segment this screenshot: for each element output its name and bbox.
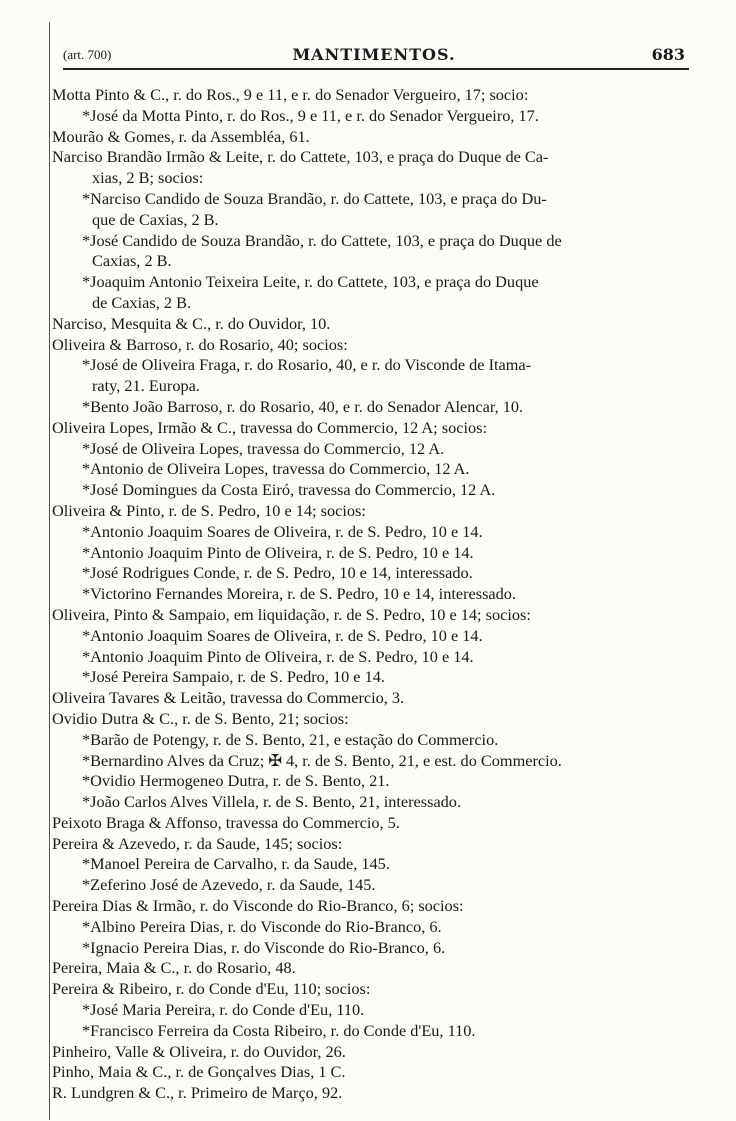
partner-entry: *Joaquim Antonio Teixeira Leite, r. do Cattete, 103, e praça do Duque	[82, 272, 539, 292]
firm-entry: Oliveira Tavares & Leitão, travessa do Commercio, 3.	[52, 688, 405, 708]
partner-entry: *Albino Pereira Dias, r. do Visconde do Rio-Branco, 6.	[82, 916, 442, 936]
firm-entry: Pereira Dias & Irmão, r. do Visconde do Rio-Branco, 6; socios:	[52, 896, 464, 916]
partner-entry: *Bernardino Alves da Cruz; ✠ 4, r. de S. Bento, 21, e est. do Commercio.	[82, 750, 562, 770]
article-reference: (art. 700)	[63, 47, 112, 62]
firm-entry: Oliveira & Barroso, r. do Rosario, 40; socios:	[52, 334, 348, 354]
partner-entry: *Ovidio Hermogeneo Dutra, r. de S. Bento, 21.	[82, 771, 390, 791]
firm-entry: Oliveira & Pinto, r. de S. Pedro, 10 e 14; socios:	[52, 500, 366, 520]
page-header	[63, 47, 685, 69]
firm-entry: Pereira, Maia & C., r. do Rosario, 48.	[52, 958, 296, 978]
firm-entry: Pereira & Ribeiro, r. do Conde d'Eu, 110; socios:	[52, 979, 371, 999]
entry-continuation: de Caxias, 2 B.	[92, 292, 192, 312]
partner-entry: *Antonio de Oliveira Lopes, travessa do Commercio, 12 A.	[82, 459, 470, 479]
partner-entry: *José Rodrigues Conde, r. de S. Pedro, 10 e 14, interessado.	[82, 563, 473, 583]
partner-entry: *José Domingues da Costa Eiró, travessa do Commercio, 12 A.	[82, 480, 496, 500]
partner-entry: *José Candido de Souza Brandão, r. do Cattete, 103, e praça do Duque de	[82, 230, 562, 250]
firm-entry: Oliveira Lopes, Irmão & C., travessa do Commercio, 12 A; socios:	[52, 417, 487, 437]
firm-entry: Narciso, Mesquita & C., r. do Ouvidor, 10.	[52, 313, 331, 333]
page-number: 683	[651, 45, 685, 64]
partner-entry: *Bento João Barroso, r. do Rosario, 40, e r. do Senador Alencar, 10.	[82, 396, 524, 416]
header-rule	[63, 68, 689, 70]
partner-entry: *Ignacio Pereira Dias, r. do Visconde do Rio-Branco, 6.	[82, 937, 446, 957]
firm-entry: Pinheiro, Valle & Oliveira, r. do Ouvidor, 26.	[52, 1041, 346, 1061]
firm-entry: Peixoto Braga & Affonso, travessa do Commercio, 5.	[52, 812, 400, 832]
firm-entry: Pinho, Maia & C., r. de Gonçalves Dias, 1 C.	[52, 1062, 346, 1082]
firm-entry: R. Lundgren & C., r. Primeiro de Março, 92.	[52, 1083, 343, 1103]
entry-continuation: Caxias, 2 B.	[92, 251, 172, 271]
partner-entry: *João Carlos Alves Villela, r. de S. Bento, 21, interessado.	[82, 792, 462, 812]
partner-entry: *Antonio Joaquim Pinto de Oliveira, r. de S. Pedro, 10 e 14.	[82, 542, 474, 562]
firm-entry: Motta Pinto & C., r. do Ros., 9 e 11, e r. do Senador Vergueiro, 17; socio:	[52, 85, 529, 104]
entry-continuation: raty, 21. Europa.	[92, 376, 200, 396]
firm-entry: Ovidio Dutra & C., r. de S. Bento, 21; socios:	[52, 708, 349, 728]
entry-continuation: xias, 2 B; socios:	[92, 168, 204, 188]
partner-entry: *Barão de Potengy, r. de S. Bento, 21, e estação do Commercio.	[82, 729, 499, 749]
partner-entry: *José da Motta Pinto, r. do Ros., 9 e 11, e r. do Senador Vergueiro, 17.	[82, 105, 539, 125]
partner-entry: *Antonio Joaquim Soares de Oliveira, r. de S. Pedro, 10 e 14.	[82, 625, 483, 645]
partner-entry: *Victorino Fernandes Moreira, r. de S. Pedro, 10 e 14, interessado.	[82, 584, 516, 604]
partner-entry: *José de Oliveira Lopes, travessa do Commercio, 12 A.	[82, 438, 445, 458]
firm-entry: Oliveira, Pinto & Sampaio, em liquidação, r. de S. Pedro, 10 e 14; socios:	[52, 604, 531, 624]
firm-entry: Narciso Brandão Irmão & Leite, r. do Cattete, 103, e praça do Duque de Ca-	[52, 147, 549, 167]
entry-list	[52, 85, 692, 1104]
firm-entry: Mourão & Gomes, r. da Assembléa, 61.	[52, 126, 310, 146]
partner-entry: *José de Oliveira Fraga, r. do Rosario, 40, e r. do Visconde de Itama-	[82, 355, 532, 375]
section-title: MANTIMENTOS.	[292, 45, 456, 64]
partner-entry: *Manoel Pereira de Carvalho, r. da Saude, 145.	[82, 854, 390, 874]
entry-continuation: que de Caxias, 2 B.	[92, 209, 219, 229]
partner-entry: *Zeferino José de Azevedo, r. da Saude, 145.	[82, 875, 376, 895]
partner-entry: *Antonio Joaquim Soares de Oliveira, r. de S. Pedro, 10 e 14.	[82, 521, 483, 541]
partner-entry: *José Maria Pereira, r. do Conde d'Eu, 110.	[82, 1000, 365, 1020]
partner-entry: *Francisco Ferreira da Costa Ribeiro, r. do Conde d'Eu, 110.	[82, 1020, 476, 1040]
partner-entry: *Narciso Candido de Souza Brandão, r. do Cattete, 103, e praça do Du-	[82, 188, 547, 208]
firm-entry: Pereira & Azevedo, r. da Saude, 145; socios:	[52, 833, 343, 853]
partner-entry: *José Pereira Sampaio, r. de S. Pedro, 10 e 14.	[82, 667, 385, 687]
margin-rule	[49, 22, 50, 1120]
partner-entry: *Antonio Joaquim Pinto de Oliveira, r. de S. Pedro, 10 e 14.	[82, 646, 474, 666]
